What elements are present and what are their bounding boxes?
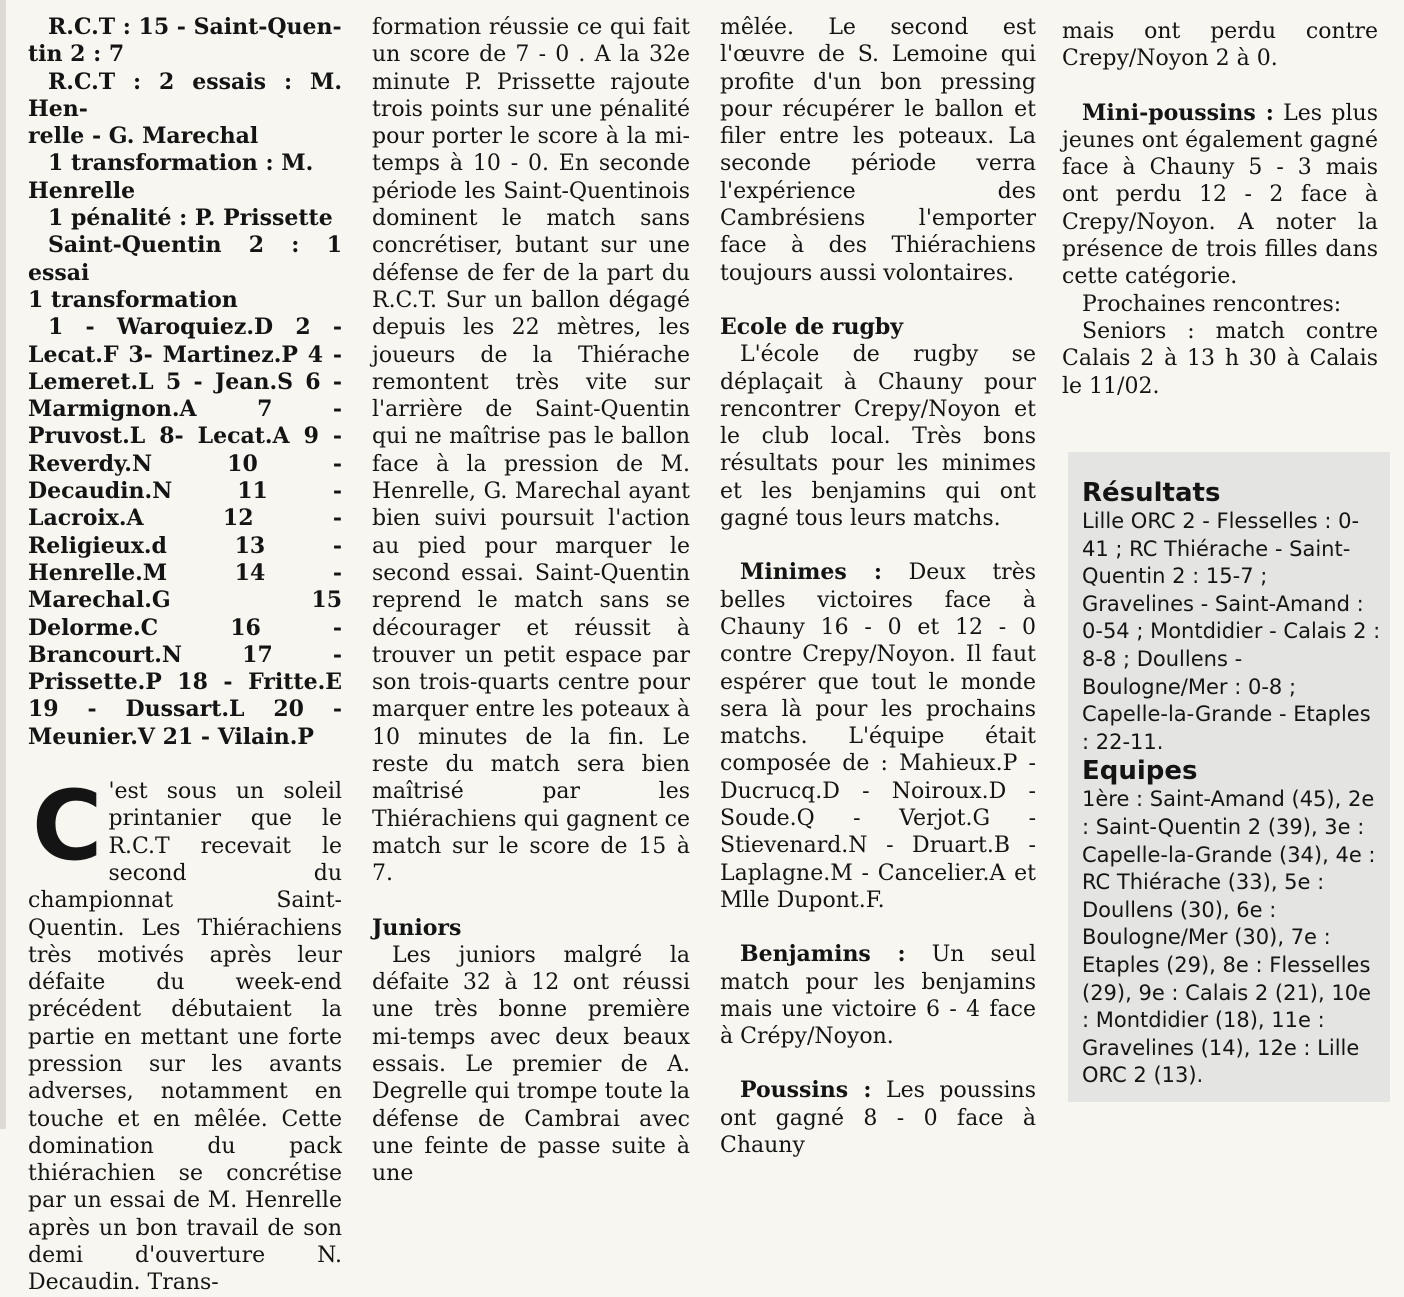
juniors-text-continued: mêlée. Le second est l'œuvre de S. Lemoine qui profite d'un bon pressing pour récupérer le ballon et filer entre les poteaux. La seconde période verra l'expérience des Cambrésiens l'emporter face à des Thiérachiens toujours aussi volontaires. — [720, 15, 1036, 286]
page-edge — [0, 0, 6, 1129]
results-box-content — [1082, 478, 1382, 1090]
poussins-heading: Poussins : — [740, 1077, 872, 1104]
opponent-line: Saint-Quentin 2 : 1 essai — [28, 232, 342, 286]
poussins-paragraph — [720, 1077, 1036, 1159]
minimes-text: Deux très belles victoires face à Chauny 16 - 0 et 12 - 0 contre Crepy/Noyon. Il faut espérer que tout le monde sera là pour les prochains matchs. L'équipe était composée de : Mahieux.P - Ducrucq.D - Noiroux.D - Soude.Q - Verjot.G - Stievenard.N - Druart.B - Laplagne.M - Cancelier.A et Mlle Dupont.F. — [720, 560, 1036, 913]
results-title: Résultats — [1082, 478, 1221, 508]
opponent-line: 1 transformation — [28, 286, 238, 313]
ecole-text: L'école de rugby se déplaçait à Chauny pour rencontrer Crepy/Noyon et le club local. Très bons résultats pour les minimes et les benjamins qui ont gagné tous leurs matchs. — [720, 342, 1036, 532]
score-line: tin 2 : 7 — [28, 41, 125, 68]
essais-line: R.C.T : 2 essais : M. Hen- — [28, 68, 342, 122]
column-3 — [720, 14, 1036, 1159]
match-story-continued: formation réussie ce qui fait un score de 7 - 0 . A la 32e minute P. Prissette rajoute trois points sur une pénalité pour porter le score à la mi-temps à 10 - 0. En seconde période les Saint-Quentinois dominent le match sans concrétiser, butant sur une défense de fer de la part du R.C.T. Sur un ballon dégagé depuis les 22 mètres, les joueurs de la Thiérache remontent très vite sur l'arrière de Saint-Quentin qui ne maîtrise pas le ballon face à la pression de M. Henrelle, G. Marechal ayant bien suivi poursuit l'action au pied pour marquer le second essai. Saint-Quentin reprend le match sans se décourager et réussit à trouver un petit espace par son trois-quarts centre pour marquer entre les poteaux à 10 minutes de la fin. Le reste du match sera bien maîtrisé par les Thiérachiens qui gagnent ce match sur le score de 15 à 7. — [372, 15, 690, 887]
column-1 — [28, 14, 342, 1297]
poussins-text: Les poussins ont gagné 8 - 0 face à Chauny — [720, 1078, 1036, 1158]
benjamins-text: Un seul match pour les benjamins mais une victoire 6 - 4 face à Crépy/Noyon. — [720, 942, 1036, 1050]
match-story — [28, 770, 342, 1297]
transformation-line: 1 transformation : M. — [48, 150, 314, 177]
poussins-text-continued: mais ont perdu contre Crepy/Noyon 2 à 0. — [1062, 19, 1378, 72]
results-text: Lille ORC 2 - Flesselles : 0-41 ; RC Thiérache - Saint-Quentin 2 : 15-7 ; Gravelines - Saint-Amand : 0-54 ; Montdidier - Calais 2 : 8-8 ; Doullens - Boulogne/Mer : 0-8 ; Capelle-la-Grande - Etaples : 22-11. — [1082, 509, 1381, 754]
prochaines-rencontres: Prochaines rencontres: — [1082, 291, 1342, 317]
minimes-paragraph — [720, 559, 1036, 914]
seniors-fixture: Seniors : match contre Calais 2 à 13 h 30 à Calais le 11/02. — [1062, 318, 1378, 399]
ecole-heading: Ecole de rugby — [720, 313, 904, 340]
transformation-line: Henrelle — [28, 177, 136, 204]
drop-cap: C — [32, 770, 103, 883]
mini-poussins-paragraph — [1062, 100, 1378, 291]
juniors-text: Les juniors malgré la défaite 32 à 12 ont réussi une très bonne première mi-temps avec deux beaux essais. Le premier de A. Degrelle qui trompe toute la défense de Cambrai avec une feinte de passe suite à une — [372, 942, 690, 1187]
benjamins-paragraph — [720, 941, 1036, 1050]
essais-line: relle - G. Marechal — [28, 123, 259, 150]
match-story-text: 'est sous un soleil printanier que le R.C.T recevait le second du championnat Saint-Quentin. Les Thiérachiens très motivés après leur défaite du week-end précédent débutaient la partie en mettant une forte pression sur les avants adverses, notamment en touche et en mêlée. Cette domination du pack thiérachien se concrétise par un essai de M. Henrelle après un bon travail de son demi d'ouverture N. Decaudin. Trans- — [28, 779, 342, 1296]
mini-poussins-text: Les plus jeunes ont également gagné face à Chauny 5 - 3 mais ont perdu 12 - 2 face à Crepy/Noyon. A noter la présence de trois filles dans cette catégorie. — [1062, 100, 1378, 290]
column-2 — [372, 14, 690, 1187]
minimes-heading: Minimes : — [740, 559, 883, 586]
score-line: R.C.T : 15 - Saint-Quen- — [48, 14, 342, 40]
mini-poussins-heading: Mini-poussins : — [1082, 99, 1274, 126]
penalite-line: 1 pénalité : P. Prissette — [48, 205, 333, 232]
teams-title: Equipes — [1082, 756, 1198, 787]
column-4 — [1062, 18, 1378, 400]
team-roster: 1 - Waroquiez.D 2 - Lecat.F 3- Martinez.P 4 - Lemeret.L 5 - Jean.S 6 - Marmignon.A 7 - Pruvost.L 8- Lecat.A 9 - Reverdy.N 10 - Decaudin.N 11 - Lacroix.A 12 - Religieux.d 13 - Henrelle.M 14 - Marechal.G 15 Delorme.C 16 - Brancourt.N 17 - Prissette.P 18 - Fritte.E 19 - Dussart.L 20 - Meunier.V 21 - Vilain.P — [28, 314, 342, 750]
benjamins-heading: Benjamins : — [740, 941, 906, 968]
juniors-heading: Juniors — [372, 914, 462, 941]
standings-text: 1ère : Saint-Amand (45), 2e : Saint-Quentin 2 (39), 3e : Capelle-la-Grande (34), 4e : RC Thiérache (33), 5e : Doullens (30), 6e : Boulogne/Mer (30), 7e : Etaples (29), 8e : Flesselles (29), 9e : Calais 2 (21), 10e : Montdidier (18), 11e : Gravelines (14), 12e : Lille ORC 2 (13). — [1082, 787, 1376, 1088]
